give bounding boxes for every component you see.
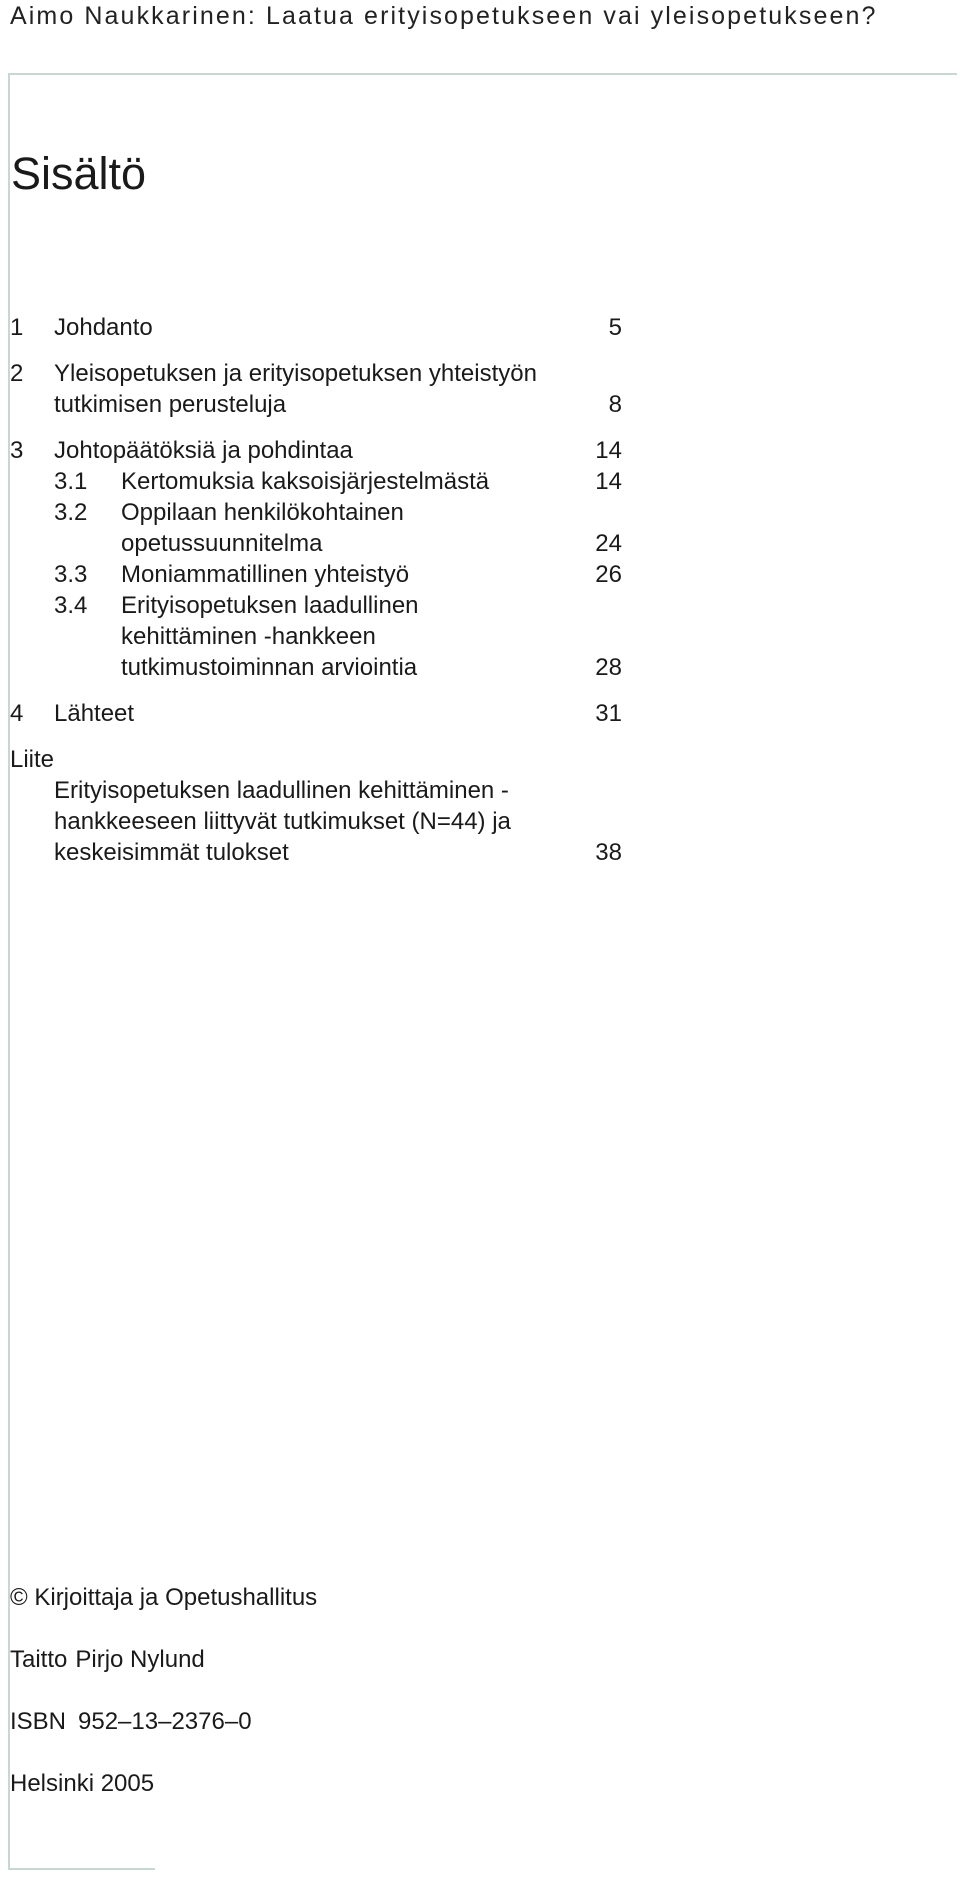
running-header: Aimo Naukkarinen: Laatua erityisopetukseen vai yleisopetukseen? [10, 2, 878, 30]
toc-entry-title: Oppilaan henkilökohtainen opetussuunnitelma [121, 499, 404, 557]
page-title: Sisältö [11, 148, 147, 199]
layout-credit [10, 1646, 205, 1674]
toc-entry-number: 3.1 [54, 468, 88, 495]
copyright-line: © Kirjoittaja ja Opetushallitus [10, 1584, 318, 1611]
toc-entry-number: 3 [10, 437, 24, 464]
layout-label: Taitto [10, 1646, 68, 1673]
toc-entry-page: 31 [595, 700, 622, 727]
toc-entry-2[interactable] [10, 358, 622, 420]
toc-entry-3-3[interactable] [10, 559, 622, 590]
toc-entry-title: Johtopäätöksiä ja pohdintaa [54, 437, 353, 464]
toc-entry-number: 4 [10, 700, 24, 727]
toc-entry-4[interactable] [10, 698, 622, 729]
toc-entry-title: Erityisopetuksen laadullinen kehittäminen -hankkeeseen liittyvät tutkimukset (N=44) ja keskeisimmät tulokset [54, 777, 511, 866]
toc-entry-number: 1 [10, 314, 24, 341]
appendix-label: Liite [10, 746, 55, 773]
toc-entry-number: 2 [10, 360, 24, 387]
toc-entry-page: 26 [595, 561, 622, 588]
toc-entry-title: Lähteet [54, 700, 135, 727]
toc-entry-title: Kertomuksia kaksoisjärjestelmästä [121, 468, 490, 495]
isbn-value: 952–13–2376–0 [78, 1708, 252, 1735]
isbn-line [10, 1708, 252, 1736]
toc-entry-number: 3.3 [54, 561, 88, 588]
isbn-label: ISBN [10, 1708, 67, 1735]
toc-entry-title: Moniammatillinen yhteistyö [121, 561, 410, 588]
toc-entry-title: Erityisopetuksen laadullinen kehittäminen -hankkeen tutkimustoiminnan arviointia [121, 592, 419, 681]
toc-entry-3[interactable] [10, 435, 622, 466]
toc-entry-number: 3.4 [54, 592, 88, 619]
toc-entry-page: 14 [595, 437, 622, 464]
toc-entry-title: Johdanto [54, 314, 153, 341]
toc-entry-number: 3.2 [54, 499, 88, 526]
toc-entry-1[interactable] [10, 312, 622, 343]
toc-entry-page: 38 [595, 839, 622, 866]
frame-line-top [8, 73, 957, 75]
toc-entry-3-4[interactable] [10, 590, 622, 683]
frame-line-bottom [8, 1868, 155, 1870]
toc-entry-page: 24 [595, 530, 622, 557]
toc-entry-3-1[interactable] [10, 466, 622, 497]
toc-entry-page: 14 [595, 468, 622, 495]
toc-entry-title: Yleisopetuksen ja erityisopetuksen yhteistyön tutkimisen perusteluja [54, 360, 537, 418]
layout-name: Pirjo Nylund [75, 1646, 205, 1673]
table-of-contents [10, 312, 622, 868]
place-year: Helsinki 2005 [10, 1770, 155, 1797]
toc-entry-page: 28 [595, 654, 622, 681]
toc-entry-page: 8 [608, 391, 622, 418]
toc-entry-appendix[interactable] [10, 775, 622, 868]
toc-entry-page: 5 [608, 314, 622, 341]
toc-entry-3-2[interactable] [10, 497, 622, 559]
